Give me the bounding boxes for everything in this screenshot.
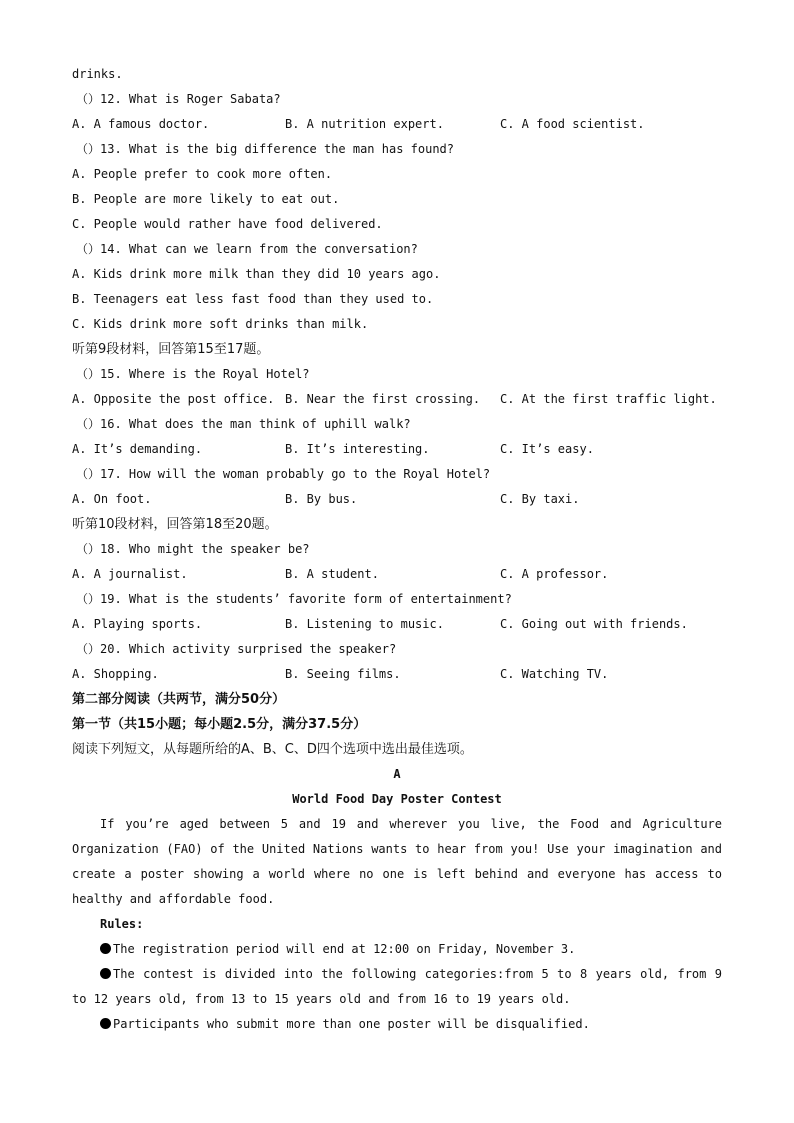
rule-text: The contest is divided into the following categories:from 5 to 8 years old, from 9 to 12 years old, from 13 to 15 years old and from 16 to 19 years old. <box>72 967 722 1006</box>
option-a: A. Playing sports. <box>72 617 203 631</box>
question-20-options <box>72 662 722 687</box>
option-b: B. A student. <box>285 567 379 581</box>
option-b: B. Seeing films. <box>285 667 401 681</box>
option-c: C. People would rather have food delivered. <box>72 217 383 231</box>
passage-title: World Food Day Poster Contest <box>292 792 502 806</box>
rules-label: Rules: <box>100 917 144 931</box>
question-13-stem: （）13. What is the big difference the man has found? <box>76 142 455 156</box>
question-18-options <box>72 562 722 587</box>
part-2-instruction: 阅读下列短文，从每题所给的A、B、C、D四个选项中选出最佳选项。 <box>72 742 473 757</box>
rule-text: The registration period will end at 12:00 on Friday, November 3. <box>113 942 576 956</box>
option-a: A. People prefer to cook more often. <box>72 167 333 181</box>
option-b: B. Teenagers eat less fast food than they used to. <box>72 292 434 306</box>
question-12-options <box>72 112 722 137</box>
option-a: A. A journalist. <box>72 567 188 581</box>
option-c: C. A food scientist. <box>500 117 645 131</box>
question-18-stem: （）18. Who might the speaker be? <box>76 542 310 556</box>
question-19-stem: （）19. What is the students’ favorite form of entertainment? <box>76 592 512 606</box>
passage-letter: A <box>393 767 401 781</box>
option-a: A. On foot. <box>72 492 152 506</box>
question-14-stem: （）14. What can we learn from the conversation? <box>76 242 418 256</box>
part-2-section-1-title: 第一节（共15小题；每小题2.5分，满分37.5分） <box>72 717 367 732</box>
option-a: A. Kids drink more milk than they did 10 years ago. <box>72 267 441 281</box>
option-c: C. Kids drink more soft drinks than milk. <box>72 317 369 331</box>
option-c: C. It’s easy. <box>500 442 594 456</box>
option-c: C. At the first traffic light. <box>500 392 717 406</box>
option-c: C. A professor. <box>500 567 609 581</box>
option-a: A. Opposite the post office. <box>72 392 275 406</box>
option-b: B. It’s interesting. <box>285 442 430 456</box>
passage-intro-paragraph: If you’re aged between 5 and 19 and wherever you live, the Food and Agriculture Organization (FAO) of the United Nations wants to hear from you! Use your imagination and create a poster showing a world where no one is left behind and everyone has access to healthy and affordable food. <box>72 817 722 906</box>
bullet-icon <box>100 943 111 954</box>
option-c: C. Going out with friends. <box>500 617 688 631</box>
question-20-stem: （）20. Which activity surprised the speaker? <box>76 642 397 656</box>
option-a: A. Shopping. <box>72 667 159 681</box>
rule-item <box>72 1012 722 1037</box>
rule-item <box>72 962 722 1012</box>
part-2-title: 第二部分阅读（共两节，满分50分） <box>72 692 286 707</box>
option-c: C. Watching TV. <box>500 667 609 681</box>
rule-item <box>72 937 722 962</box>
option-a: A. A famous doctor. <box>72 117 210 131</box>
option-b: B. By bus. <box>285 492 358 506</box>
bullet-icon <box>100 968 111 979</box>
document-page <box>72 62 722 1037</box>
question-19-options <box>72 612 722 637</box>
option-b: B. People are more likely to eat out. <box>72 192 340 206</box>
question-17-stem: （）17. How will the woman probably go to the Royal Hotel? <box>76 467 491 481</box>
question-16-options <box>72 437 722 462</box>
option-a: A. It’s demanding. <box>72 442 203 456</box>
section-10-instruction: 听第10段材料，回答第18至20题。 <box>72 517 278 532</box>
section-9-instruction: 听第9段材料，回答第15至17题。 <box>72 342 270 357</box>
question-15-options <box>72 387 722 412</box>
question-12-stem: （）12. What is Roger Sabata? <box>76 92 281 106</box>
option-b: B. Near the first crossing. <box>285 392 481 406</box>
question-17-options <box>72 487 722 512</box>
option-b: B. A nutrition expert. <box>285 117 444 131</box>
question-16-stem: （）16. What does the man think of uphill walk? <box>76 417 411 431</box>
option-b: B. Listening to music. <box>285 617 444 631</box>
question-15-stem: （）15. Where is the Royal Hotel? <box>76 367 310 381</box>
option-c: C. By taxi. <box>500 492 580 506</box>
bullet-icon <box>100 1018 111 1029</box>
text-line: drinks. <box>72 67 123 81</box>
rule-text: Participants who submit more than one poster will be disqualified. <box>113 1017 590 1031</box>
